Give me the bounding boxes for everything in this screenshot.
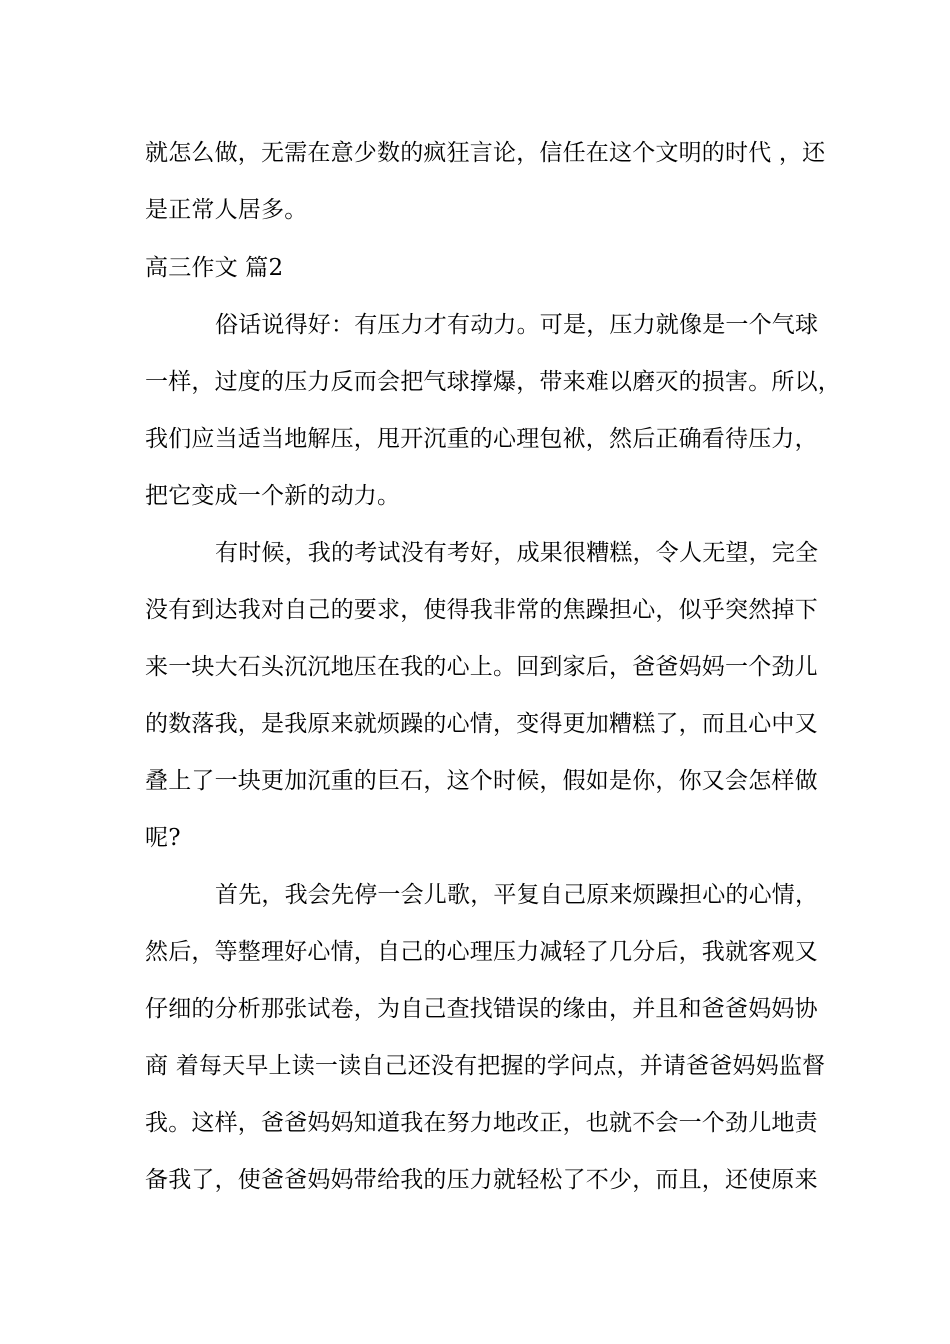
section-heading: 高三作文 篇2 xyxy=(145,255,284,281)
paragraph-line: 就怎么做，无需在意少数的疯狂言论，信任在这个文明的时代 ，还 xyxy=(145,140,826,166)
paragraph-line: 俗话说得好：有压力才有动力。可是，压力就像是一个气球 xyxy=(215,312,819,338)
paragraph-line: 一样，过度的压力反而会把气球撑爆，带来难以磨灭的损害。所以， xyxy=(145,369,841,395)
paragraph-line: 然后，等整理好心情，自己的心理压力减轻了几分后，我就客观又 xyxy=(145,939,818,965)
paragraph-line: 仔细的分析那张试卷，为自己查找错误的缘由，并且和爸爸妈妈协 xyxy=(145,996,818,1022)
paragraph-line: 首先，我会先停一会儿歌，平复自己原来烦躁担心的心情， xyxy=(215,882,819,908)
paragraph-line: 商 着每天早上读一读自己还没有把握的学问点，并请爸爸妈妈监督 xyxy=(145,1053,826,1079)
paragraph-line: 我。这样，爸爸妈妈知道我在努力地改正，也就不会一个劲儿地责 xyxy=(145,1110,818,1136)
paragraph-line: 叠上了一块更加沉重的巨石，这个时候，假如是你，你又会怎样做 xyxy=(145,768,818,794)
paragraph-line: 没有到达我对自己的要求，使得我非常的焦躁担心，似乎突然掉下 xyxy=(145,597,818,623)
paragraph-line: 的数落我，是我原来就烦躁的心情，变得更加糟糕了，而且心中又 xyxy=(145,711,818,737)
paragraph-line: 把它变成一个新的动力。 xyxy=(145,483,401,509)
paragraph-line: 有时候，我的考试没有考好，成果很糟糕，令人无望，完全 xyxy=(215,540,819,566)
paragraph-line: 备我了，使爸爸妈妈带给我的压力就轻松了不少，而且，还使原来 xyxy=(145,1167,818,1193)
paragraph-line: 呢? xyxy=(145,825,181,851)
paragraph-line: 我们应当适当地解压，甩开沉重的心理包袱，然后正确看待压力， xyxy=(145,426,818,452)
paragraph-line: 来一块大石头沉沉地压在我的心上。回到家后，爸爸妈妈一个劲儿 xyxy=(145,654,818,680)
paragraph-line: 是正常人居多。 xyxy=(145,197,308,223)
